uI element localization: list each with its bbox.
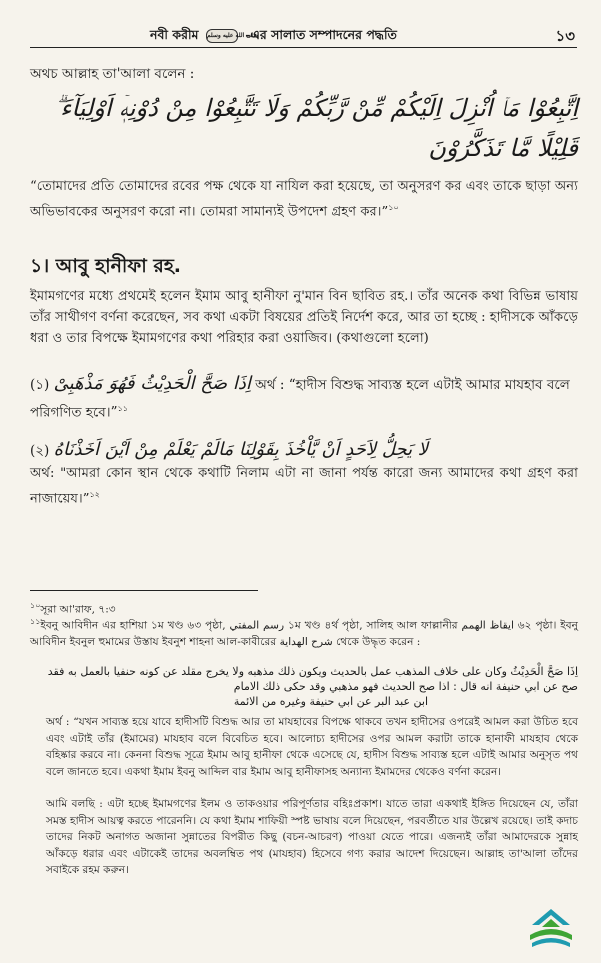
- footnote-10-number: ১০: [30, 601, 41, 610]
- footnote-11: [30, 614, 578, 651]
- quote-1-translation: “হাদীস বিশুদ্ধ সাব্যস্ত হলে এটাই আমার মাযহাব বলে পরিগণিত হবে।”: [30, 377, 570, 421]
- footnote-11-arabic: [30, 664, 578, 709]
- quote-1-arabic: اِذَا صَحَّ الْحَدِيْثُ فَهُوَ مَذْهَبِىْ: [53, 373, 251, 394]
- footnote-10-text: সূরা আ'রাফ, ৭:৩: [40, 603, 116, 616]
- footnote-ref-10: ১০: [388, 203, 399, 212]
- footnote-ref-11: ১১: [117, 404, 128, 413]
- running-header: [0, 22, 601, 48]
- header-rule: [30, 47, 577, 48]
- section-heading: ১। আবু হানীফা রহ.: [30, 255, 182, 277]
- quote-2-label: অর্থ:: [30, 466, 55, 481]
- footnote-11-text: ইবনু আবিদীন এর হাশিয়া ১ম খণ্ড ৬৩ পৃষ্ঠা, رسم المفتي ১ম খণ্ড ৪র্থ পৃষ্ঠা, সালিহ আল ফাল্লানীর ايقاظ الهمم ৬২ পৃষ্ঠা। ইবনু আবিদীন ইবনুল হুমামের উস্তায ইবনুশ শাহনা আল-কাবীরের شرح الهداية থেকে উদ্ধৃত করেন :: [30, 619, 579, 649]
- footnote-ref-12: ১২: [89, 490, 100, 499]
- header-title-prefix: নবী করীম: [150, 27, 199, 42]
- quote-2-number: (২): [30, 443, 50, 459]
- header-title-suffix: -এর সালাত সম্পাদনের পদ্ধতি: [245, 27, 397, 42]
- quote-2-translation: "আমরা কোন স্থান থেকে কথাটি নিলাম এটা না জানা পর্যন্ত কারো জন্য আমাদের কথা গ্রহণ করা নাজায়েয।”: [30, 466, 578, 507]
- quote-1-label: অর্থ :: [255, 377, 285, 393]
- header-title: [150, 27, 397, 47]
- footnote-11-meaning: অর্থ : “যখন সাব্যস্ত হয়ে যাবে হাদীসটি বিশুদ্ধ আর তা মাযহাবের বিপক্ষে থাকবে তখন হাদীসের ওপরেই আমল করা উচিত হবে এবং এটাই তাঁর (ইমামের) মাযহাব বলে বিবেচিত হবে। আলোচ্য হাদীসের ওপর আমল করাটা তাকে হানাফী মাযহাব থেকে বহিষ্কার করবে না। কেননা বিশুদ্ধ সূত্রে ইমাম আবু হানীফা থেকে এসেছে যে, হাদীস বিশুদ্ধ সাব্যস্ত হলে এটাই আমার অনুসৃত পথ বলে জানতে হবে। একথা ইমাম ইবনু আব্দিল বার ইমাম আবু হানীফাসহ অন্যান্য ইমামদের থেকেও বর্ণনা করেন।: [46, 716, 578, 778]
- footnote-11-note: আমি বলছি : এটা হচ্ছে ইমামগণের ইলম ও তাকওয়ার পরিপূর্ণতার বহিঃপ্রকাশ। যাতে তারা একথাই ইঙ্গিত দিয়েছেন যে, তাঁরা সমস্ত হাদীস আয়ত্ব করতে পারেননি। যে কথা ইমাম শাফিয়ী স্পষ্ট ভাষায় বলে দিয়েছেন, পরবর্তীতে যার উল্লেখ রয়েছে। তাই কদাচ তাদের নিকট অনাগত অজানা সুন্নাতের বিপরীত কিছু (বচন-আচরণ) পাওয়া যেতে পারে। এজন্যই তাঁরা আমাদেরকে সুন্নাহ আঁকড়ে ধরার এবং এটাকেই তাদের অবলম্বিত পথ (মাযহাব) হিসেবে গণ্য করার আদেশ দিয়েছেন। আল্লাহ তা'আলা তাঁদের সবাইকে রহম করুন।: [46, 798, 578, 876]
- footnote-rule: [30, 590, 258, 591]
- intro-line: অথচ আল্লাহ তা'আলা বলেন :: [30, 66, 195, 82]
- publisher-logo-icon: [526, 905, 576, 951]
- quote-1-number: (১): [30, 377, 50, 393]
- footnote-11-arabic-line-2: ابن عبد البر عن ابي حنيفة وغيره من الائمة: [233, 695, 428, 708]
- salawat-seal: صلى الله عليه وسلم: [206, 29, 238, 43]
- quran-verse-arabic: اِتَّبِعُوْا مَاۤ اُنْزِلَ اِلَيْكُمْ مِّنْ رَّبِّكُمْ وَلَا تَتَّبِعُوْا مِنْ دُوْنِهٖۤ اَوْلِيَآءَ ۗ قَلِيْلًا مَّا تَذَكَّرُوْنَ: [54, 94, 578, 162]
- quran-translation: [30, 176, 578, 222]
- quran-translation-text: “তোমাদের প্রতি তোমাদের রবের পক্ষ থেকে যা নাযিল করা হয়েছে, তা অনুসরণ কর এবং তাকে ছাড়া অন্য অভিভাবকের অনুসরণ করো না। তোমরা সামান্যই উপদেশ গ্রহণ কর।”: [30, 179, 578, 220]
- quote-2: [30, 438, 578, 509]
- quote-1: [30, 372, 578, 425]
- paragraph-abu-hanifa: ইমামগণের মধ্যে প্রথমেই হলেন ইমাম আবু হানীফা নু'মান বিন ছাবিত রহ.। তাঁর অনেক কথা বিভিন্ন ভাষায় তাঁর সাথীগণ বর্ণনা করেছেন, সব কথা একটা বিষয়ের প্রতিই নির্দেশ করে, আর তা হচ্ছে : হাদীসকে আঁকড়ে ধরা ও তার বিপক্ষে ইমামগণের কথা পরিহার করা ওয়াজিব। (কথাগুলো হলো): [30, 289, 578, 346]
- page-number: ১৩: [555, 27, 575, 45]
- quote-2-arabic: لَا يَحِلُّ لِاَحَدٍ اَنْ يَّاْخُذَ بِقَوْلِنَا مَالَمْ يَعْلَمْ مِنْ اَيْنَ اَخَذْنَاهُ: [53, 439, 429, 460]
- footnote-11-arabic-line-1: اِذَا صَحَّ الْحَدِيْثُ وكان على خلاف المذهب عمل بالحديث ويكون ذلك مذهبه ولا يخرج مقلد عن كونه حنفيا بالعمل به فقد صح عن ابي حنيفة انه قال : اذا صح الحديث فهو مذهبي وقد حكى ذلك الامام: [47, 665, 578, 693]
- footnote-11-number: ১১: [30, 617, 41, 626]
